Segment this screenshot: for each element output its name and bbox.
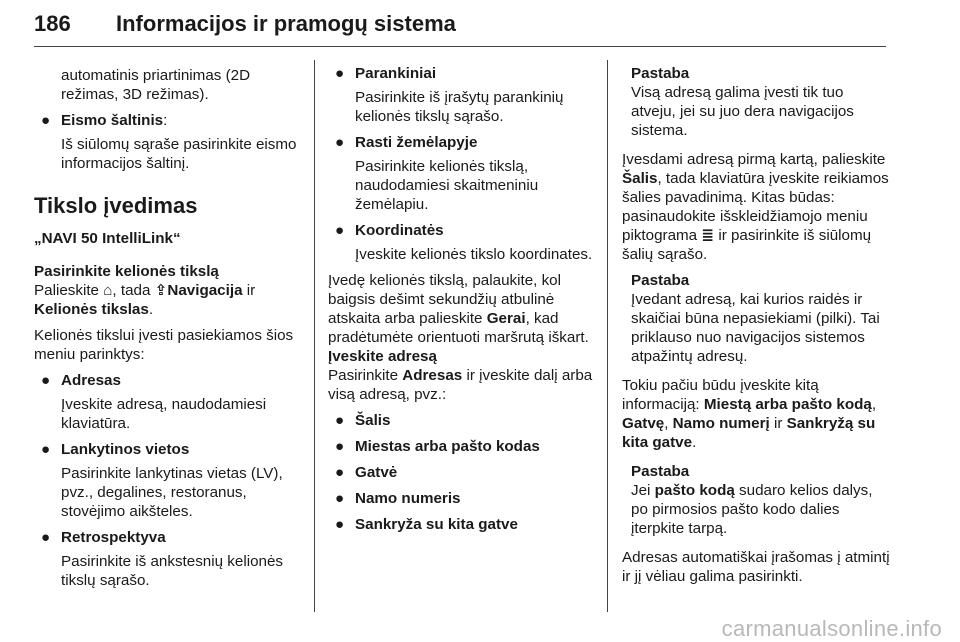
list-item: ● Rasti žemėlapyje <box>335 134 478 151</box>
countdown-paragraph: Įvedę kelionės tikslą, palaukite, kol baigsis dešimt sekundžių atbulinė atskaita arba palieskite Gerai, kad pradėtumėte orientuoti maršrutą iškart. <box>328 272 589 346</box>
list-item: ● Gatvė <box>335 464 398 481</box>
column-divider-1 <box>314 60 315 612</box>
continued-text: automatinis priartinimas (2D režimas, 3D režimas). <box>61 67 251 103</box>
watermark: carmanualsonline.info <box>721 616 942 641</box>
other-info-paragraph: Tokiu pačiu būdu įveskite kitą informaciją: Miestą arba pašto kodą, Gatvę, Namo numerį ir Sankryžą su kita gatve. <box>622 377 877 451</box>
list-item-desc: Pasirinkite lankytinas vietas (LV), pvz., degalines, restoranus, stovėjimo aikšteles. <box>61 465 283 520</box>
paragraph-heading: Pasirinkite kelionės tikslą <box>34 263 219 280</box>
page-header <box>34 2 886 47</box>
list-item: ● Eismo šaltinis: <box>41 112 168 129</box>
home-icon: ⌂ <box>103 282 113 299</box>
address-paragraph: Pasirinkite Adresas ir įveskite dalį arba visą adresą, pvz.: <box>328 367 593 403</box>
note-text: Įvedant adresą, kai kurios raidės ir skaičiai būna nepasiekiami (pilki). Tai priklauso nuo navigacijos sistemos atpažintų adresų. <box>631 291 880 365</box>
note-heading: Pastaba <box>631 463 690 480</box>
dropdown-menu-icon: ≣ <box>701 227 715 244</box>
list-item-desc: Pasirinkite iš ankstesnių kelionės tikslų sąrašo. <box>61 553 284 589</box>
list-item: ● Lankytinos vietos <box>41 441 190 458</box>
list-item: ● Namo numeris <box>335 490 461 507</box>
list-item: ● Sankryža su kita gatve <box>335 516 518 533</box>
note-text: Jei pašto kodą sudaro kelios dalys, po pirmosios pašto kodo dalies įterpkite tarpą. <box>631 482 873 537</box>
country-paragraph: Įvesdami adresą pirmą kartą, palieskite Šalis, tada klaviatūra įveskite reikiamos šalies pavadinimą. Kitas būdas: pasinaudokite išskleidžiamojo meniu piktograma ≣ ir pasirinkite iš siūlomų šalių sąrašo. <box>622 151 889 263</box>
instruction-paragraph: Palieskite ⌂, tada ⇪Navigacija ir Kelionės tikslas. <box>34 282 256 318</box>
list-item-desc: Pasirinkite kelionės tikslą, naudodamiesi skaitmeniniu žemėlapiu. <box>355 158 539 213</box>
column-divider-2 <box>607 60 608 612</box>
note-heading: Pastaba <box>631 65 690 82</box>
options-intro: Kelionės tikslui įvesti pasiekiamos šios meniu parinktys: <box>34 327 294 363</box>
column-2 <box>328 64 600 534</box>
paragraph-heading: Įveskite adresą <box>328 348 437 365</box>
page-title: Informacijos ir pramogų sistema <box>116 11 456 36</box>
list-item-desc: Iš siūlomų sąraše pasirinkite eismo informacijos šaltinį. <box>61 136 297 172</box>
column-3 <box>622 64 892 586</box>
column-1 <box>34 66 302 590</box>
list-item-desc: Įveskite kelionės tikslo koordinates. <box>355 246 593 263</box>
list-item: ● Adresas <box>41 372 121 389</box>
list-item: ● Koordinatės <box>335 222 444 239</box>
subsection-title: „NAVI 50 IntelliLink“ <box>34 230 181 247</box>
list-item: ● Miestas arba pašto kodas <box>335 438 540 455</box>
note-text: Visą adresą galima įvesti tik tuo atveju, jei su juo dera navigacijos sistema. <box>631 84 854 139</box>
list-item-desc: Pasirinkite iš įrašytų parankinių kelionės tikslų sąrašo. <box>355 89 564 125</box>
navigation-icon: ⇪ <box>154 282 168 299</box>
page-number: 186 <box>34 11 71 36</box>
section-title: Tikslo įvedimas <box>34 193 198 218</box>
note-heading: Pastaba <box>631 272 690 289</box>
list-item-desc: Įveskite adresą, naudodamiesi klaviatūra. <box>61 396 267 432</box>
list-item: ● Parankiniai <box>335 65 437 82</box>
list-item: ● Retrospektyva <box>41 529 166 546</box>
list-item: ● Šalis <box>335 412 391 429</box>
memory-paragraph: Adresas automatiškai įrašomas į atmintį ir jį vėliau galima pasirinkti. <box>622 549 890 585</box>
